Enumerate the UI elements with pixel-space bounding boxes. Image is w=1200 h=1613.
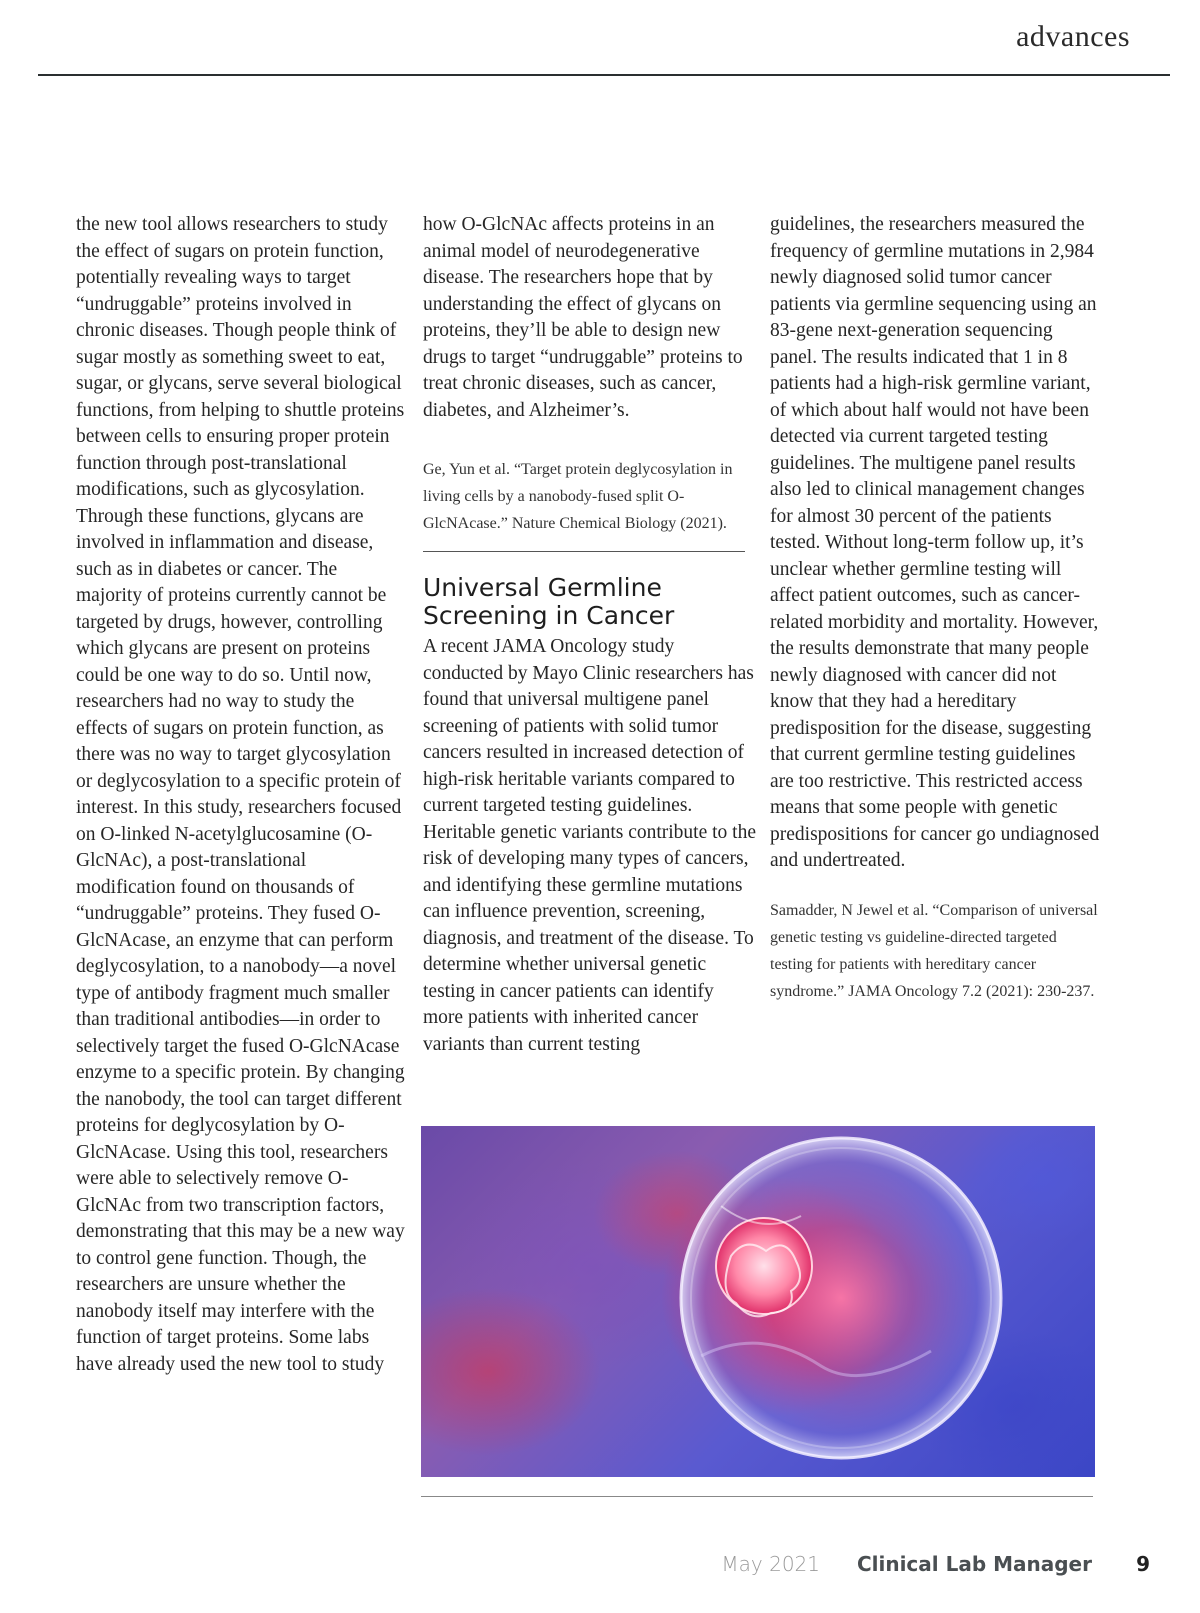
column-1	[76, 212, 406, 1378]
image-underline-rule	[421, 1496, 1093, 1497]
column-3	[770, 212, 1100, 1005]
cell-illustration	[421, 1126, 1095, 1477]
issue-date: May 2021	[721, 1552, 820, 1576]
body-paragraph: the new tool allows researchers to study the effect of sugars on protein function, potentially revealing ways to target “undruggable” proteins involved in chronic diseases. Though people think of sugar mostly as something sweet to eat, sugar, or glycans, serve several biological functions, from helping to shuttle proteins between cells to ensuring proper protein function through post-translational modifications, such as glycosylation. Through these functions, glycans are involved in inflammation and disease, such as in diabetes or cancer. The majority of proteins currently cannot be targeted by drugs, however, controlling which glycans are present on proteins could be one way to do so. Until now, researchers had no way to study the effects of sugars on protein function, as there was no way to target glycosylation or deglycosylation to a specific protein of interest. In this study, researchers focused on O-linked N-acetylglucosamine (O-GlcNAc), a post-translational modification found on thousands of “undruggable” proteins. They fused O-GlcNAcase, an enzyme that can perform deglycosylation, to a nanobody—a novel type of antibody fragment much smaller than traditional antibodies—in order to selectively target the fused O-GlcNAcase enzyme to a specific protein. By changing the nanobody, the tool can target different proteins for deglycosylation by O-GlcNAcase. Using this tool, researchers were able to selectively remove O-GlcNAc from two transcription factors, demonstrating that this may be a new way to control gene function. Though, the researchers are unsure whether the nanobody itself may interfere with the function of target proteins. Some labs have already used the new tool to study	[76, 214, 405, 1375]
header-rule	[38, 74, 1170, 76]
body-paragraph: A recent JAMA Oncology study conducted by Mayo Clinic researchers has found that universal multigene panel screening of patients with solid tumor cancers resulted in increased detection of high-risk heritable variants compared to current targeted testing guidelines. Heritable genetic variants contribute to the risk of developing many types of cancers, and identifying these germline mutations can influence prevention, screening, diagnosis, and treatment of the disease. To determine whether universal genetic testing in cancer patients can identify more patients with inherited cancer variants than current testing	[423, 636, 756, 1055]
citation: Samadder, N Jewel et al. “Comparison of universal genetic testing vs guideline-directed targeted testing for patients with hereditary cancer syndrome.” JAMA Oncology 7.2 (2021): 230-237.	[770, 901, 1098, 1000]
column-2	[423, 212, 758, 1058]
article-headline: Universal Germline Screening in Cancer	[423, 573, 675, 630]
cell-illustration-image	[421, 1126, 1095, 1477]
body-paragraph: how O-GlcNAc affects proteins in an animal model of neurodegenerative disease. The researchers hope that by understanding the effect of glycans on proteins, they’ll be able to design new drugs to target “undruggable” proteins to treat chronic diseases, such as cancer, diabetes, and Alzheimer’s.	[423, 214, 743, 421]
body-paragraph: guidelines, the researchers measured the frequency of germline mutations in 2,984 newly diagnosed solid tumor cancer patients via germline sequencing using an 83-gene next-generation sequencing panel. The results indicated that 1 in 8 patients had a high-risk germline variant, of which about half would not have been detected via current targeted testing guidelines. The multigene panel results also led to clinical management changes for almost 30 percent of the patients tested. Without long-term follow up, it’s unclear whether germline testing will affect patient outcomes, such as cancer-related morbidity and mortality. However, the results demonstrate that many people newly diagnosed with cancer did not know that they had a hereditary predisposition for the disease, suggesting that current germline testing guidelines are too restrictive. This restricted access means that some people with genetic predispositions for cancer go undiagnosed and undertreated.	[770, 214, 1100, 871]
citation: Ge, Yun et al. “Target protein deglycosylation in living cells by a nanobody-fused split O-GlcNAcase.” Nature Chemical Biology (2021).	[423, 461, 733, 532]
section-label: advances	[1016, 20, 1130, 53]
section-divider	[423, 551, 745, 552]
magazine-name: Clinical Lab Manager	[856, 1552, 1092, 1576]
page-number: 9	[1136, 1552, 1150, 1576]
page-footer	[0, 1552, 1200, 1582]
